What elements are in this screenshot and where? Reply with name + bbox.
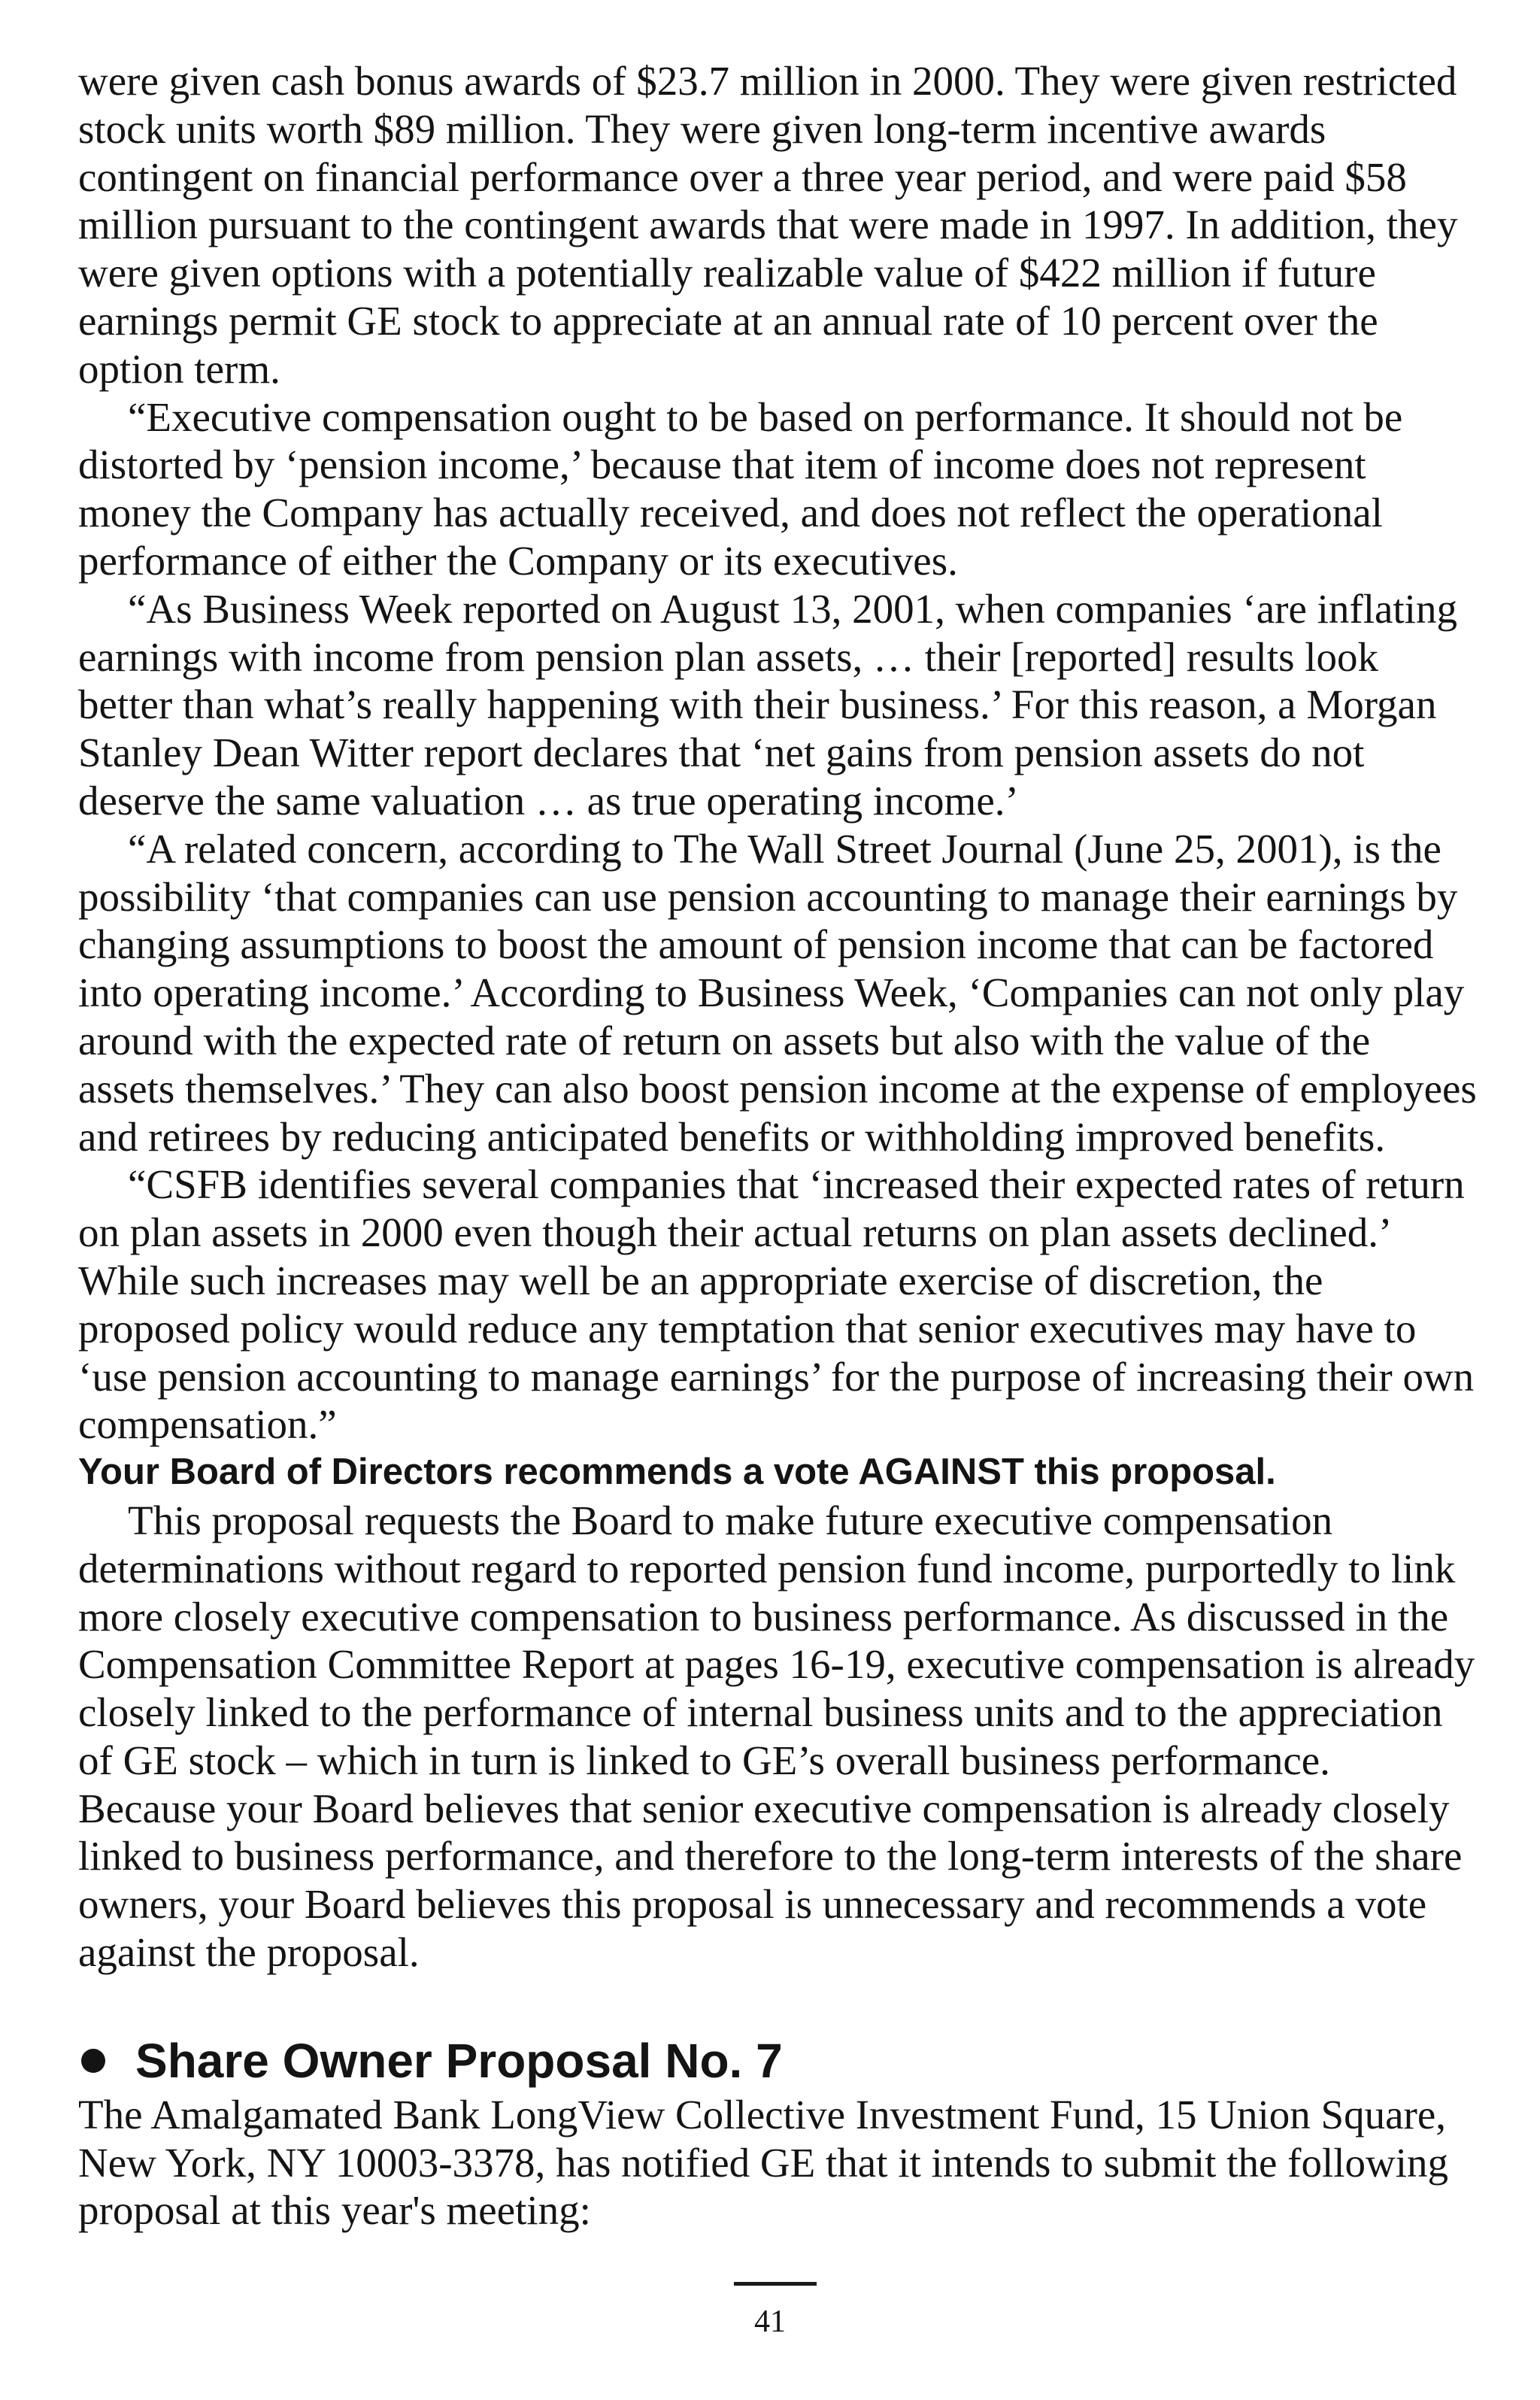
paragraph-csfb-quote: “CSFB identifies several companies that ‘increased their expected rates of return on plan assets in 2000 even though their actual returns on plan assets declined.’ While such increases may well be an appropriate exercise of discretion, the proposed policy would reduce any temptation that senior executives may have to ‘use pension accounting to manage earnings’ for the purpose of increasing their own compensation.”	[78, 1161, 1475, 1448]
board-recommendation-heading: Your Board of Directors recommends a vote AGAINST this proposal.	[78, 1452, 1276, 1493]
paragraph-proposal-intro: The Amalgamated Bank LongView Collective Investment Fund, 15 Union Square, New York, NY 10003-3378, has notified GE that it intends to submit the following proposal at this year's meeting:	[78, 2091, 1449, 2234]
paragraph-executive-awards: were given cash bonus awards of $23.7 million in 2000. They were given restricted stock units worth $89 million. They were given long-term incentive awards contingent on financial performance over a three year period, and were paid $58 million pursuant to the contingent awards that were made in 1997. In addition, they were given options with a potentially realizable value of $422 million if future earnings permit GE stock to appreciate at an annual rate of 10 percent over the option term.	[78, 58, 1458, 392]
footer-divider	[734, 2282, 817, 2286]
bullet-icon	[81, 2049, 105, 2073]
page-number: 41	[754, 2304, 786, 2339]
document-body	[78, 57, 1477, 2235]
paragraph-board-response: This proposal requests the Board to make future executive compensation determinations without regard to reported pension fund income, purportedly to link more closely executive compensation to business performance. As discussed in the Compensation Committee Report at pages 16-19, executive compensation is already closely linked to the performance of internal business units and to the appreciation of GE stock – which in turn is linked to GE’s overall business performance. Because your Board believes that senior executive compensation is already closely linked to business performance, and therefore to the long-term interests of the share owners, your Board believes this proposal is unnecessary and recommends a vote against the proposal.	[78, 1497, 1475, 1976]
proposal-heading-text: Share Owner Proposal No. 7	[135, 2033, 783, 2088]
paragraph-wall-street-journal-quote: “A related concern, according to The Wall Street Journal (June 25, 2001), is the possibility ‘that companies can use pension accounting to manage their earnings by changing assumptions to boost the amount of pension income that can be factored into operating income.’ According to Business Week, ‘Companies can not only play around with the expected rate of return on assets but also with the value of the assets themselves.’ They can also boost pension income at the expense of employees and retirees by reducing anticipated benefits or withholding improved benefits.	[78, 825, 1477, 1160]
paragraph-executive-compensation-performance: “Executive compensation ought to be based on performance. It should not be distorted by ‘pension income,’ because that item of income does not represent money the Company has actually received, and does not reflect the operational performance of either the Company or its executives.	[78, 393, 1403, 584]
proposal-heading	[78, 2031, 1477, 2091]
paragraph-business-week-quote: “As Business Week reported on August 13, 2001, when companies ‘are inflating earnings with income from pension plan assets, … their [reported] results look better than what’s really happening with their business.’ For this reason, a Morgan Stanley Dean Witter report declares that ‘net gains from pension assets do not deserve the same valuation … as true operating income.’	[78, 585, 1457, 824]
section-spacer	[78, 1977, 1477, 2031]
